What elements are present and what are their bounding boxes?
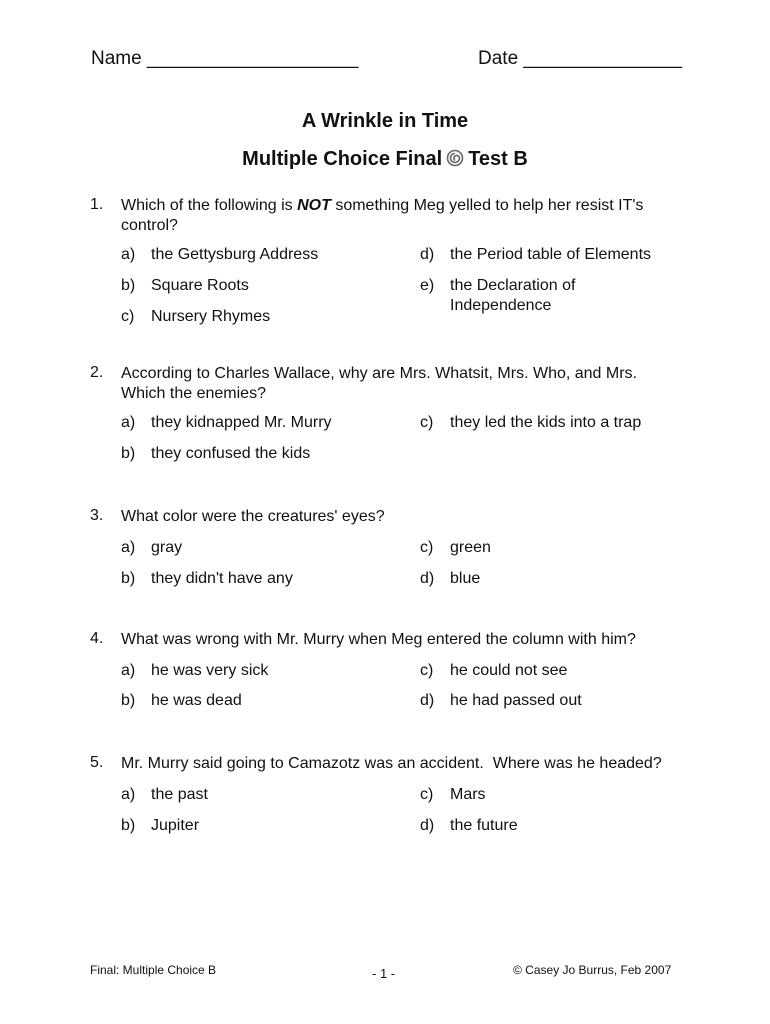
option-c[interactable] (420, 661, 567, 681)
option-letter: b) (121, 692, 136, 709)
option-letter: a) (121, 662, 136, 679)
option-letter: a) (121, 786, 136, 803)
option-letter: d) (420, 817, 435, 834)
option-text: the Gettysburg Address (151, 246, 319, 263)
option-b[interactable] (121, 444, 310, 464)
option-text: he had passed out (450, 692, 582, 709)
option-text: Nursery Rhymes (151, 308, 271, 325)
option-letter: c) (420, 786, 434, 803)
subtitle-part-1: Multiple Choice Final (242, 148, 443, 170)
question-number: 1. (90, 196, 104, 213)
question-text (121, 196, 681, 236)
option-text: they didn't have any (151, 570, 293, 587)
option-text: they led the kids into a trap (450, 414, 642, 431)
option-text: they confused the kids (151, 445, 311, 462)
question-number: 4. (90, 630, 104, 647)
option-letter: d) (420, 246, 435, 263)
option-a[interactable] (121, 538, 182, 558)
footer-copyright: © Casey Jo Burrus, Feb 2007 (513, 963, 672, 977)
swirl-icon (446, 149, 464, 167)
option-letter: c) (420, 539, 434, 556)
page-title: A Wrinkle in Time (301, 110, 469, 132)
question-text: What was wrong with Mr. Murry when Meg entered the column with him? (121, 631, 636, 648)
option-d[interactable] (420, 816, 518, 836)
name-field-label: Name ____________________ (91, 48, 359, 69)
question-number: 3. (90, 507, 104, 524)
option-a[interactable] (121, 413, 332, 433)
option-letter: a) (121, 414, 136, 431)
option-text: the past (151, 786, 208, 803)
option-text: they kidnapped Mr. Murry (151, 414, 332, 431)
option-text: the Declaration of Independence (450, 277, 576, 314)
option-b[interactable] (121, 569, 293, 589)
option-a[interactable] (121, 245, 318, 265)
page-subtitle (0, 148, 770, 171)
option-b[interactable] (121, 816, 199, 836)
option-letter: d) (420, 692, 435, 709)
option-letter: a) (121, 246, 136, 263)
option-text: Square Roots (151, 277, 249, 294)
option-letter: a) (121, 539, 136, 556)
option-letter: c) (420, 414, 434, 431)
option-text: Jupiter (151, 817, 200, 834)
option-b[interactable] (121, 276, 249, 296)
option-text: he was dead (151, 692, 242, 709)
option-c[interactable] (420, 413, 641, 433)
question-text: According to Charles Wallace, why are Mrs. Whatsit, Mrs. Who, and Mrs. Which the enemies? (121, 365, 637, 402)
question-text: What color were the creatures' eyes? (121, 508, 385, 525)
option-c[interactable] (121, 307, 270, 327)
option-d[interactable] (420, 569, 480, 589)
option-letter: c) (121, 308, 135, 325)
question-number: 5. (90, 754, 104, 771)
option-letter: b) (121, 277, 136, 294)
option-text: gray (151, 539, 183, 556)
option-b[interactable] (121, 691, 242, 711)
option-text: he could not see (450, 662, 568, 679)
option-text: the future (450, 817, 518, 834)
subtitle-part-2: Test B (468, 148, 528, 170)
option-c[interactable] (420, 785, 486, 805)
option-letter: d) (420, 570, 435, 587)
option-text: Mars (450, 786, 486, 803)
question-text: Mr. Murry said going to Camazotz was an accident. Where was he headed? (121, 755, 662, 772)
question-text-emphasis: NOT (297, 197, 331, 214)
option-c[interactable] (420, 538, 491, 558)
question-number: 2. (90, 364, 104, 381)
option-a[interactable] (121, 785, 208, 805)
page-number: - 1 - (372, 966, 396, 981)
option-e[interactable] (420, 276, 600, 316)
question-text-part: Which of the following is (121, 197, 293, 214)
footer-left: Final: Multiple Choice B (90, 963, 217, 977)
option-letter: b) (121, 817, 136, 834)
option-text: blue (450, 570, 481, 587)
question-text-part: something Meg yelled to help her resist IT's control? (121, 197, 644, 234)
option-d[interactable] (420, 245, 651, 265)
date-field-label: Date _______________ (478, 48, 682, 69)
option-d[interactable] (420, 691, 582, 711)
option-text: the Period table of Elements (450, 246, 652, 263)
option-letter: c) (420, 662, 434, 679)
option-text: he was very sick (151, 662, 269, 679)
option-letter: b) (121, 445, 136, 462)
option-letter: b) (121, 570, 136, 587)
option-a[interactable] (121, 661, 268, 681)
option-text: green (450, 539, 491, 556)
option-letter: e) (420, 277, 435, 294)
